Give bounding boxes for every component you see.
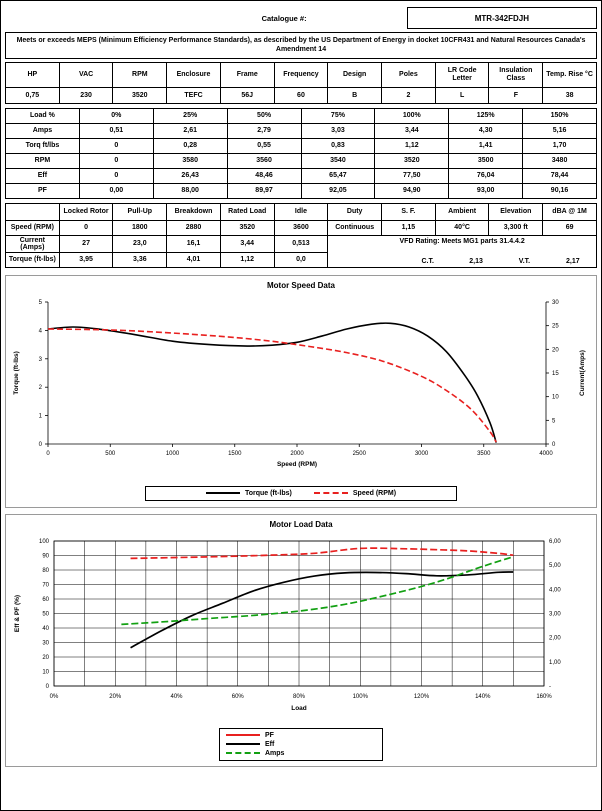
svg-text:90: 90 xyxy=(42,553,49,560)
nameplate-header-row xyxy=(6,62,597,87)
nameplate-value-cell: TEFC xyxy=(167,87,221,103)
legend-swatch-eff xyxy=(226,743,260,745)
nameplate-value-cell: 0,75 xyxy=(6,87,60,103)
svg-text:3500: 3500 xyxy=(477,450,491,457)
load-cell: 65,47 xyxy=(301,168,375,183)
svg-text:Current(Amps): Current(Amps) xyxy=(579,349,586,396)
nameplate-header-cell: Frequency xyxy=(274,62,328,87)
load-row-label: Eff xyxy=(6,168,80,183)
svg-text:70: 70 xyxy=(42,582,49,589)
load-cell: 48,46 xyxy=(227,168,301,183)
nameplate-header-cell: HP xyxy=(6,62,60,87)
load-cell: 3500 xyxy=(449,153,523,168)
nameplate-value-cell: B xyxy=(328,87,382,103)
meps-note xyxy=(5,32,597,59)
svg-text:3: 3 xyxy=(38,356,42,363)
motor-speed-chart-panel xyxy=(5,275,597,508)
svg-text:10: 10 xyxy=(42,669,49,676)
load-cell: 0,28 xyxy=(153,138,227,153)
spec-cell: 3,44 xyxy=(220,235,274,252)
svg-text:1500: 1500 xyxy=(228,450,242,457)
svg-text:0%: 0% xyxy=(49,693,59,700)
svg-text:500: 500 xyxy=(105,450,116,457)
spec-cell: 1800 xyxy=(113,220,167,235)
chart1-svg xyxy=(6,292,596,482)
load-cell: 89,97 xyxy=(227,183,301,198)
vfd-note: VFD Rating: Meets MG1 parts 31.4.4.2 xyxy=(328,235,597,267)
spec-cell: 3,300 ft xyxy=(489,220,543,235)
load-cell: 100% xyxy=(375,108,449,123)
svg-text:30: 30 xyxy=(42,640,49,647)
svg-text:4000: 4000 xyxy=(539,450,553,457)
spec-header-cell: Ambient xyxy=(435,203,489,220)
ct-label: C.T. xyxy=(421,258,434,266)
spec-cell: 0,0 xyxy=(274,252,328,267)
svg-text:2,00: 2,00 xyxy=(549,635,561,642)
nameplate-value-cell: 3520 xyxy=(113,87,167,103)
svg-text:100: 100 xyxy=(38,538,49,545)
load-cell: 3480 xyxy=(523,153,597,168)
load-cell: 5,16 xyxy=(523,123,597,138)
load-cell: 77,50 xyxy=(375,168,449,183)
load-cell: 1,41 xyxy=(449,138,523,153)
legend-item-eff xyxy=(226,741,376,748)
chart1-plot xyxy=(6,292,596,482)
chart1-legend xyxy=(145,486,457,501)
table-row xyxy=(6,168,597,183)
nameplate-value-cell: L xyxy=(435,87,489,103)
svg-text:3000: 3000 xyxy=(414,450,429,457)
catalogue-value: MTR-342FDJH xyxy=(407,8,596,29)
svg-text:50: 50 xyxy=(42,611,49,618)
load-cell: 1,12 xyxy=(375,138,449,153)
legend-swatch-amps xyxy=(226,752,260,754)
meps-text: Meets or exceeds MEPS (Minimum Efficiency Performance Standards), as described by the US Department of Energy in docket 10CFR431 and Natural Resources Canada's Amendment 14 xyxy=(6,33,597,59)
load-cell: 3,44 xyxy=(375,123,449,138)
spec-header-cell: Elevation xyxy=(489,203,543,220)
chart2-legend xyxy=(219,728,383,761)
nameplate-value-cell: 230 xyxy=(59,87,113,103)
catalogue-header xyxy=(5,7,597,29)
load-cell: 2,61 xyxy=(153,123,227,138)
ct-value: 2,13 xyxy=(469,258,483,266)
spec-header-cell: Breakdown xyxy=(167,203,221,220)
spec-cell: 3520 xyxy=(220,220,274,235)
svg-text:80: 80 xyxy=(42,567,49,574)
motor-load-chart-panel xyxy=(5,514,597,767)
spec-cell: 69 xyxy=(543,220,597,235)
spec-cell: 40°C xyxy=(435,220,489,235)
table-row xyxy=(6,108,597,123)
legend-label-pf: PF xyxy=(265,731,274,739)
svg-text:2500: 2500 xyxy=(352,450,366,457)
load-row-label: Torq ft/lbs xyxy=(6,138,80,153)
spec-cell: Continuous xyxy=(328,220,382,235)
svg-text:15: 15 xyxy=(552,370,559,377)
svg-text:140%: 140% xyxy=(475,693,491,700)
spec-header-cell: Rated Load xyxy=(220,203,274,220)
legend-label-amps: Amps xyxy=(265,749,285,757)
chart2-title: Motor Load Data xyxy=(269,519,333,529)
spec-cell: 3,36 xyxy=(113,252,167,267)
svg-text:20: 20 xyxy=(42,654,49,661)
nameplate-header-cell: Design xyxy=(328,62,382,87)
spec-cell: 0,513 xyxy=(274,235,328,252)
load-cell: 25% xyxy=(153,108,227,123)
svg-text:0: 0 xyxy=(46,450,50,457)
load-cell: 0,83 xyxy=(301,138,375,153)
spec-cell: 2880 xyxy=(167,220,221,235)
catalogue-spacer xyxy=(313,8,408,29)
spec-row-label: Torque (ft-lbs) xyxy=(6,252,60,267)
svg-text:6,00: 6,00 xyxy=(549,538,561,545)
svg-text:Torque (ft-lbs): Torque (ft-lbs) xyxy=(13,351,20,395)
load-cell: 2,79 xyxy=(227,123,301,138)
svg-text:80%: 80% xyxy=(292,693,306,700)
spec-header-cell: Idle xyxy=(274,203,328,220)
svg-text:4: 4 xyxy=(38,328,42,335)
svg-text:60: 60 xyxy=(42,596,49,603)
load-cell: 92,05 xyxy=(301,183,375,198)
spec-header-cell: Pull-Up xyxy=(113,203,167,220)
legend-swatch-pf xyxy=(226,734,260,736)
nameplate-value-cell: 38 xyxy=(543,87,597,103)
svg-text:1000: 1000 xyxy=(165,450,180,457)
nameplate-header-cell: LR Code Letter xyxy=(435,62,489,87)
nameplate-header-cell: Temp. Rise °C xyxy=(543,62,597,87)
load-cell: 0 xyxy=(79,168,153,183)
table-row xyxy=(6,153,597,168)
nameplate-header-cell: Frame xyxy=(220,62,274,87)
chart2-plot xyxy=(6,531,596,726)
legend-item-torque xyxy=(206,490,292,497)
svg-text:120%: 120% xyxy=(413,693,430,700)
svg-text:Speed (RPM): Speed (RPM) xyxy=(276,460,318,468)
load-cell: 93,00 xyxy=(449,183,523,198)
nameplate-value-cell: 2 xyxy=(382,87,436,103)
svg-text:40: 40 xyxy=(42,625,49,632)
svg-text:0: 0 xyxy=(38,441,42,448)
load-row-label: Amps xyxy=(6,123,80,138)
svg-text:-: - xyxy=(549,683,551,690)
spec-header-cell: dBA @ 1M xyxy=(543,203,597,220)
load-row-label: Load % xyxy=(6,108,80,123)
load-cell: 0 xyxy=(79,153,153,168)
table-row xyxy=(6,138,597,153)
svg-text:100%: 100% xyxy=(352,693,368,700)
svg-text:20: 20 xyxy=(552,347,559,354)
svg-text:60%: 60% xyxy=(231,693,244,700)
nameplate-value-row xyxy=(6,87,597,103)
table-row xyxy=(6,123,597,138)
spec-row-label: Speed (RPM) xyxy=(6,220,60,235)
load-cell: 0 xyxy=(79,138,153,153)
svg-text:40%: 40% xyxy=(170,693,183,700)
legend-item-speed xyxy=(314,490,396,497)
load-cell: 3,03 xyxy=(301,123,375,138)
svg-text:1,00: 1,00 xyxy=(549,659,561,666)
table-row xyxy=(6,235,597,252)
svg-text:4,00: 4,00 xyxy=(549,587,561,594)
load-table xyxy=(5,108,597,199)
load-cell: 75% xyxy=(301,108,375,123)
load-cell: 3520 xyxy=(375,153,449,168)
svg-text:5: 5 xyxy=(38,299,42,306)
nameplate-header-cell: Enclosure xyxy=(167,62,221,87)
load-row-label: RPM xyxy=(6,153,80,168)
svg-text:5,00: 5,00 xyxy=(549,563,561,570)
chart2-svg xyxy=(6,531,596,726)
spec-cell: 3,95 xyxy=(59,252,113,267)
legend-item-pf xyxy=(226,732,376,739)
svg-text:0: 0 xyxy=(552,441,556,448)
spec-row-label: Current (Amps) xyxy=(6,235,60,252)
load-cell: 0% xyxy=(79,108,153,123)
table-row xyxy=(6,183,597,198)
load-cell: 150% xyxy=(523,108,597,123)
spec-cell: 16,1 xyxy=(167,235,221,252)
load-cell: 78,44 xyxy=(523,168,597,183)
legend-swatch-speed xyxy=(314,492,348,494)
svg-text:5: 5 xyxy=(552,418,556,425)
spec-cell: 1,12 xyxy=(220,252,274,267)
legend-label-eff: Eff xyxy=(265,740,275,748)
spec-cell: 1,15 xyxy=(382,220,436,235)
load-cell: 0,00 xyxy=(79,183,153,198)
spec-cell: 23,0 xyxy=(113,235,167,252)
vt-label: V.T. xyxy=(518,258,531,266)
chart1-title: Motor Speed Data xyxy=(266,280,335,290)
spec-header-cell: S. F. xyxy=(382,203,436,220)
svg-text:0: 0 xyxy=(45,683,49,690)
load-cell: 76,04 xyxy=(449,168,523,183)
svg-text:25: 25 xyxy=(552,323,559,330)
load-cell: 3580 xyxy=(153,153,227,168)
spec-header-row xyxy=(6,203,597,220)
svg-text:2000: 2000 xyxy=(290,450,304,457)
nameplate-value-cell: 60 xyxy=(274,87,328,103)
legend-label-speed: Speed (RPM) xyxy=(352,489,397,497)
load-cell: 0,51 xyxy=(79,123,153,138)
legend-item-amps xyxy=(226,750,376,757)
svg-text:30: 30 xyxy=(552,299,559,306)
catalogue-label: Catalogue #: xyxy=(261,13,307,23)
vt-value: 2,17 xyxy=(565,258,580,266)
load-row-label: PF xyxy=(6,183,80,198)
svg-text:20%: 20% xyxy=(109,693,122,700)
load-cell: 88,00 xyxy=(153,183,227,198)
svg-text:160%: 160% xyxy=(536,693,552,700)
spec-header-cell: Duty xyxy=(328,203,382,220)
svg-text:Eff & PF (%): Eff & PF (%) xyxy=(14,594,21,632)
load-cell: 125% xyxy=(449,108,523,123)
nameplate-value-cell: F xyxy=(489,87,543,103)
spec-cell: 0 xyxy=(59,220,113,235)
nameplate-value-cell: 56J xyxy=(220,87,274,103)
load-cell: 3540 xyxy=(301,153,375,168)
load-cell: 3560 xyxy=(227,153,301,168)
nameplate-header-cell: RPM xyxy=(113,62,167,87)
svg-text:1: 1 xyxy=(38,413,42,420)
load-cell: 0,55 xyxy=(227,138,301,153)
nameplate-header-cell: Poles xyxy=(382,62,436,87)
load-cell: 50% xyxy=(227,108,301,123)
svg-text:10: 10 xyxy=(552,394,559,401)
load-cell: 1,70 xyxy=(523,138,597,153)
nameplate-header-cell: Insulation Class xyxy=(489,62,543,87)
nameplate-table xyxy=(5,62,597,104)
load-cell: 4,30 xyxy=(449,123,523,138)
svg-text:Load: Load xyxy=(291,704,307,712)
spec-cell: 27 xyxy=(59,235,113,252)
spec-header-cell xyxy=(6,203,60,220)
svg-text:3,00: 3,00 xyxy=(549,611,561,618)
legend-swatch-torque xyxy=(206,492,240,494)
legend-label-torque: Torque (ft-lbs) xyxy=(244,489,292,497)
load-cell: 26,43 xyxy=(153,168,227,183)
load-cell: 90,16 xyxy=(523,183,597,198)
spec-cell: 3600 xyxy=(274,220,328,235)
spec-cell: 4,01 xyxy=(167,252,221,267)
spec-header-cell: Locked Rotor xyxy=(59,203,113,220)
table-row xyxy=(6,220,597,235)
load-cell: 94,90 xyxy=(375,183,449,198)
nameplate-header-cell: VAC xyxy=(59,62,113,87)
svg-text:2: 2 xyxy=(38,385,42,392)
